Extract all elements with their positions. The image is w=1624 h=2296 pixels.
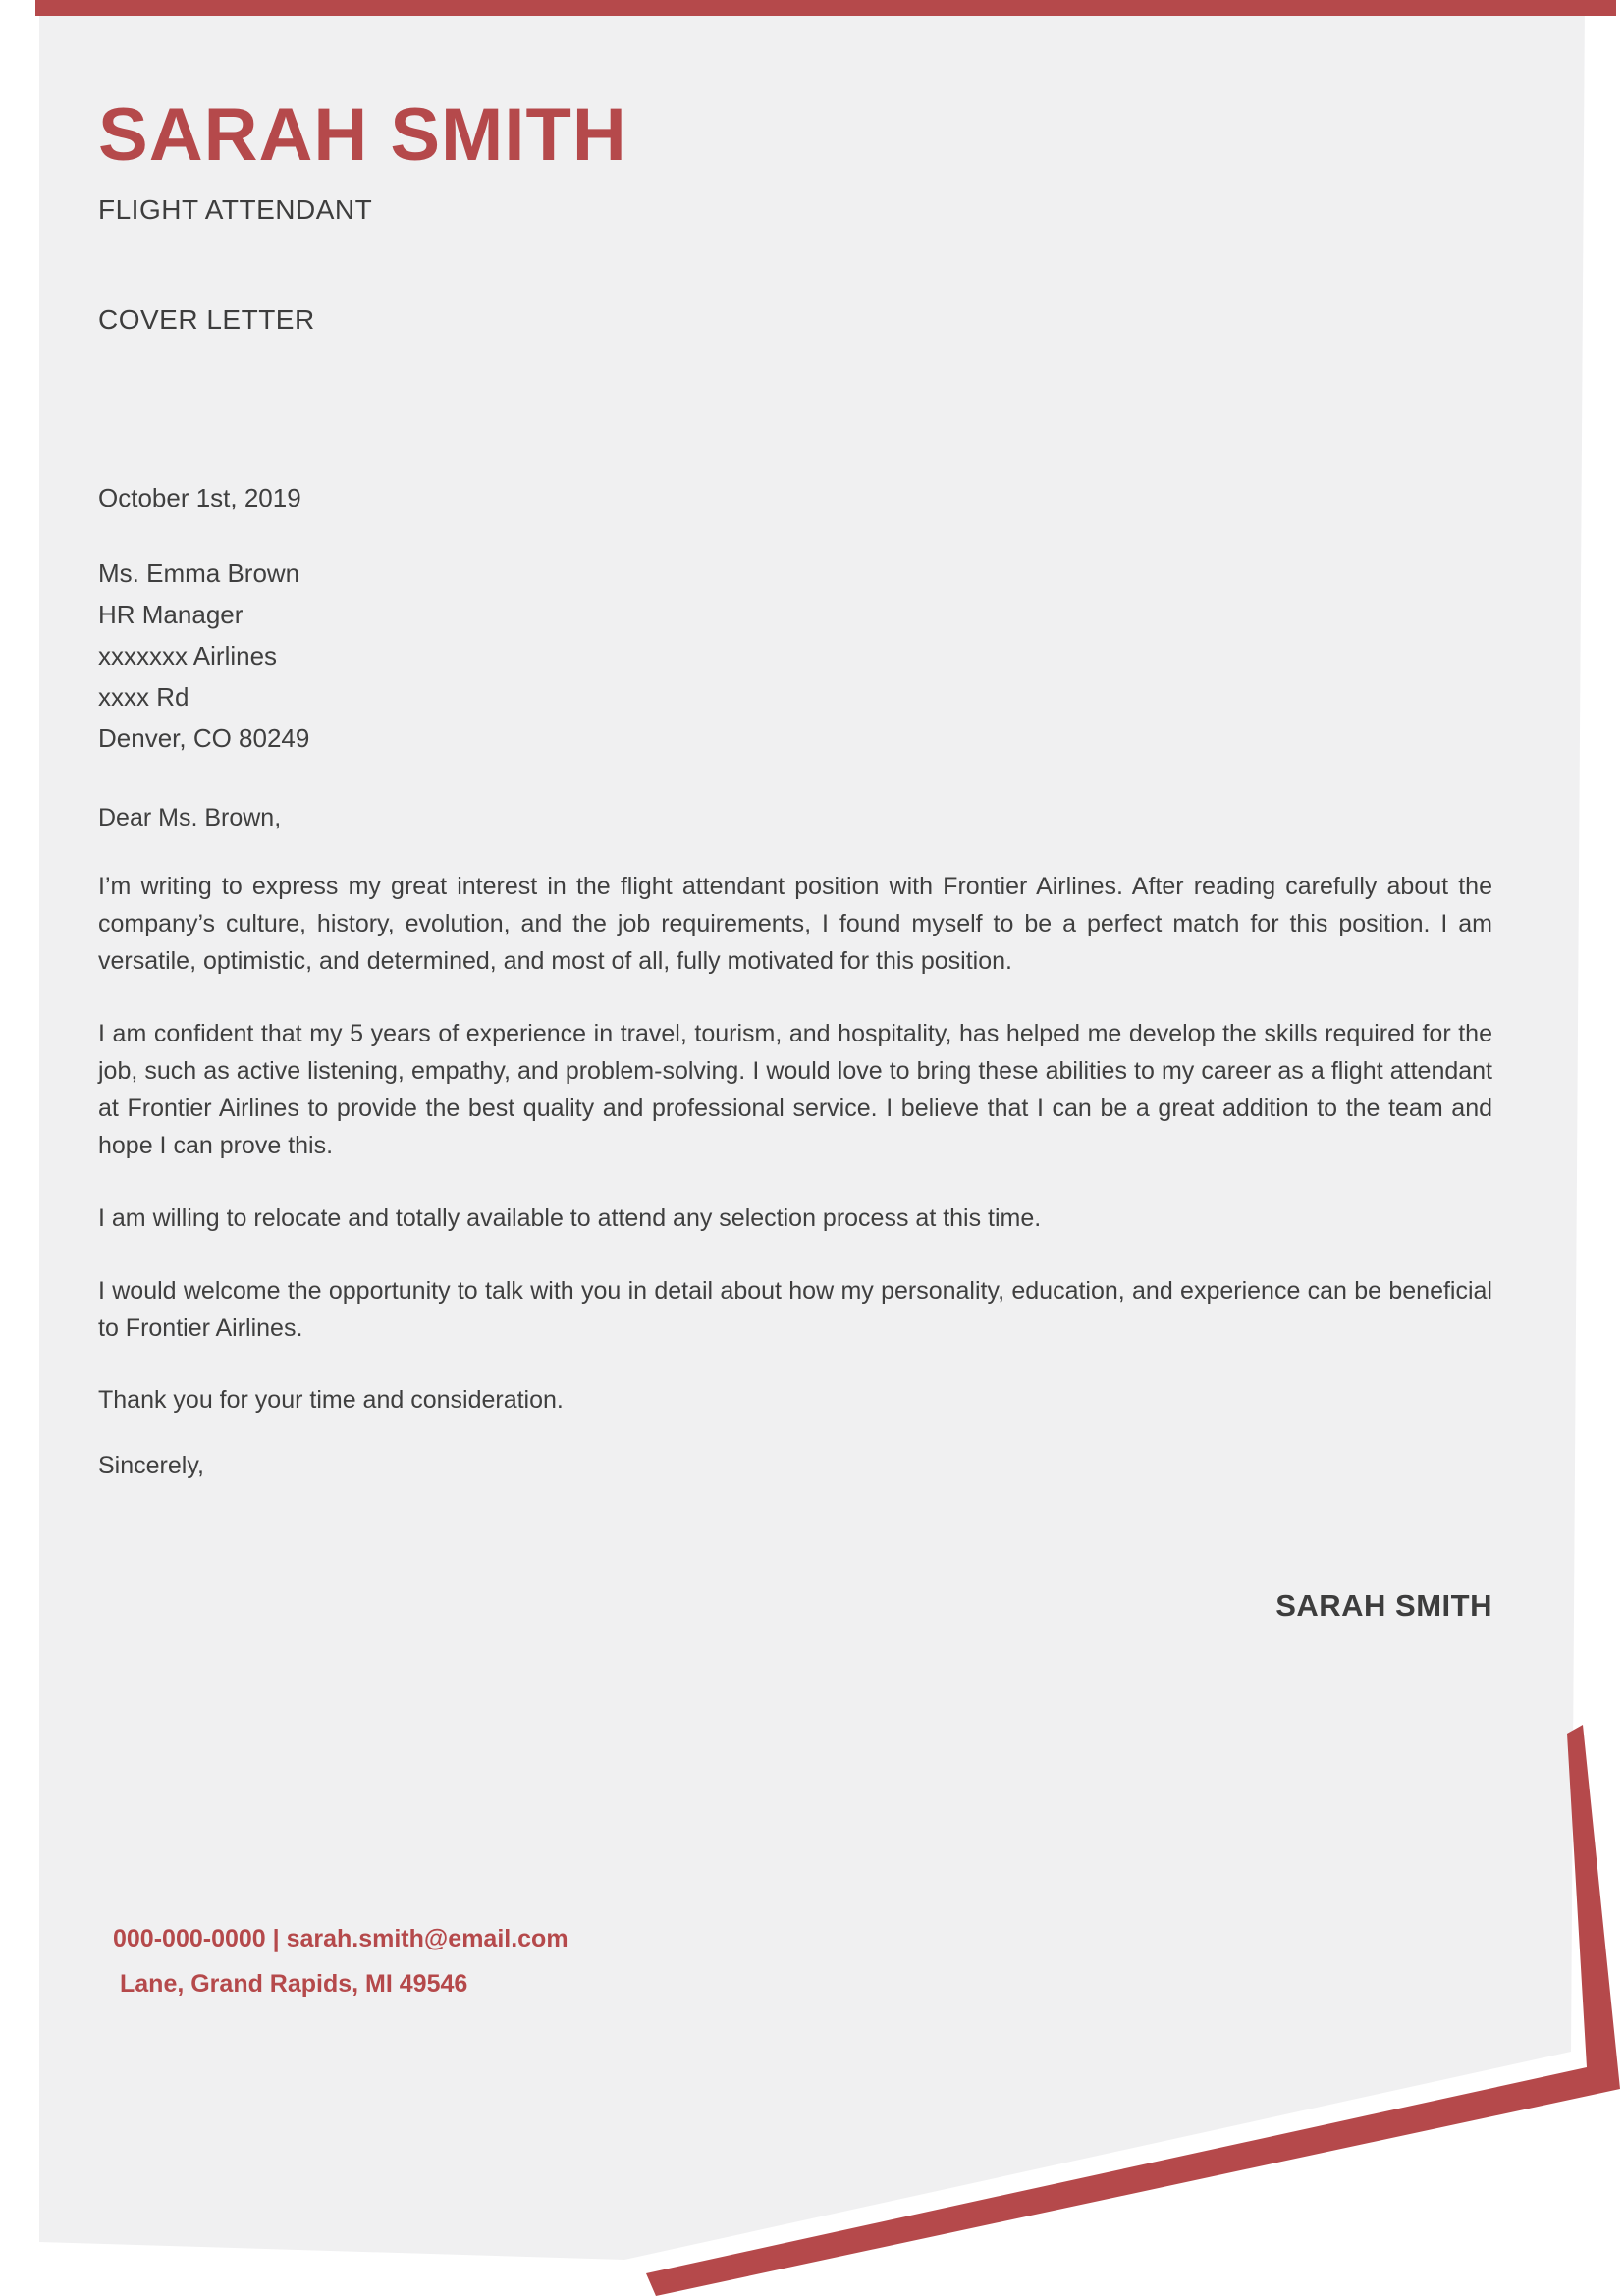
footer-address: Lane, Grand Rapids, MI 49546 <box>120 1970 468 1999</box>
recipient-line: Ms. Emma Brown <box>98 559 300 588</box>
page-title-name: SARAH SMITH <box>98 93 627 177</box>
recipient-line: xxxx Rd <box>98 682 189 713</box>
role-subtitle: FLIGHT ATTENDANT <box>98 194 373 225</box>
recipient-line: Denver, CO 80249 <box>98 723 310 754</box>
paragraph: I would welcome the opportunity to talk with you in detail about how my personality, education, and experience can be beneficial to Frontier Airlines. <box>98 1276 1492 1342</box>
recipient-line: HR Manager <box>98 600 244 630</box>
paragraph: I’m writing to express my great interest in the flight attendant position with Frontier Airlines. After reading carefully about the company’s culture, history, evolution, and the job requirements, I found myself to be a perfect match for this position. I am versatile, optimistic, and determined, and most of all, fully motivated for this position. <box>98 872 1492 975</box>
signature-text: SARAH SMITH <box>1275 1587 1492 1623</box>
salutation-text: Dear Ms. Brown, <box>98 803 282 831</box>
letter-body <box>98 0 1492 1624</box>
recipient-block <box>98 553 1492 760</box>
paragraph: I am willing to relocate and totally available to attend any selection process at this time. <box>98 1203 1042 1232</box>
footer-contact: 000-000-0000 | sarah.smith@email.com <box>113 1925 568 1952</box>
section-title: COVER LETTER <box>98 304 315 335</box>
paragraph: I am confident that my 5 years of experience in travel, tourism, and hospitality, has helped me develop the skills required for the job, such as active listening, empathy, and problem-solving. I would love to bring these abilities to my career as a flight attendant at Frontier Airlines to provide the best quality and professional service. I believe that I can be a great addition to the team and hope I can prove this. <box>98 1019 1492 1159</box>
recipient-line: xxxxxxx Airlines <box>98 641 278 671</box>
signoff-text: Sincerely, <box>98 1451 204 1479</box>
closing-text: Thank you for your time and consideration. <box>98 1385 564 1414</box>
footer-contact-block <box>113 1916 568 2007</box>
date-text: October 1st, 2019 <box>98 483 301 512</box>
